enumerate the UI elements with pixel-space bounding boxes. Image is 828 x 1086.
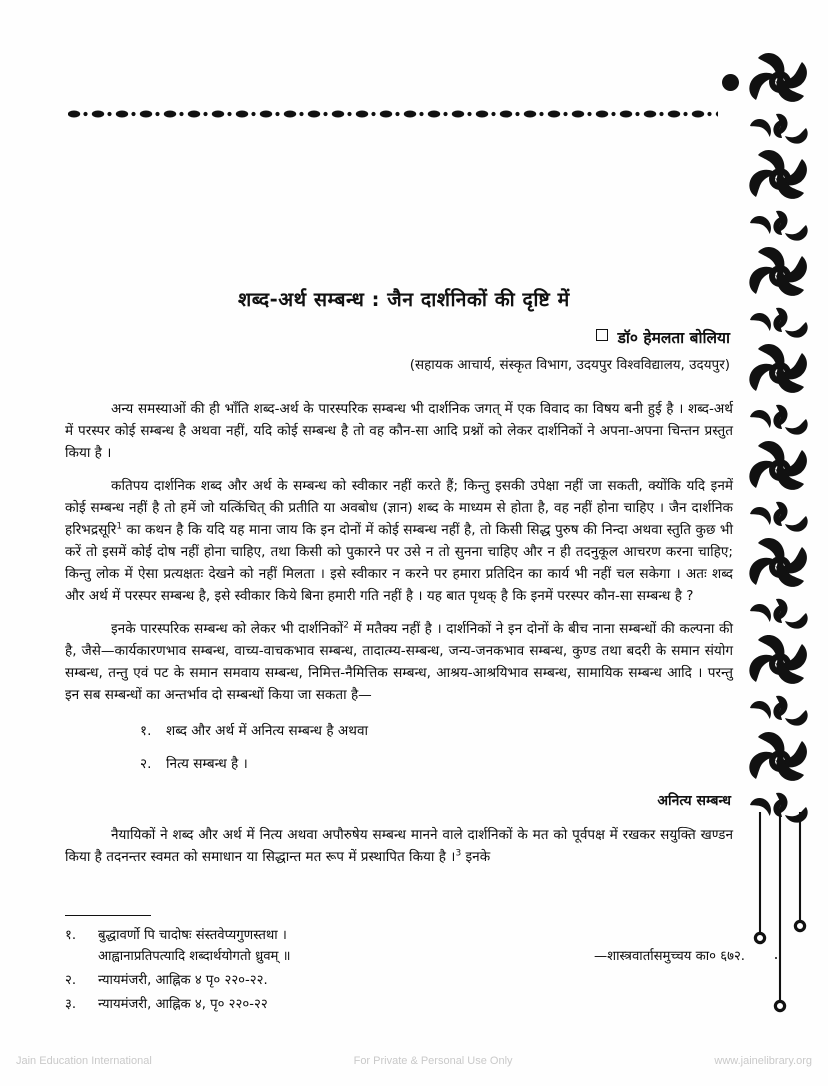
paragraph-2-head: कतिपय दार्शनिक शब्द और अर्थ के सम्बन्ध को स्वीकार नहीं करते हैं; किन्तु इसकी उपेक्षा नहीं जा सकती, क्योंकि यदि इनमें कोई सम्बन्ध नहीं है तो हमें जो यत्किंचित् की प्रतीति या अवबोध (ज्ञान) शब्द के माध्यम से होता है, वह नहीं होना चाहिए । जैन दार्शनिक हरिभद्रसूरि [65,478,733,538]
footnote-item [65,994,745,1015]
paragraph-4 [65,824,733,868]
author-affiliation: (सहायक आचार्य, संस्कृत विभाग, उदयपुर विश्वविद्यालय, उदयपुर) [409,357,730,373]
body-text-column [65,398,733,879]
footer-left: Jain Education International [16,1055,152,1067]
decorative-dot-icon [722,74,739,91]
paragraph-4-tail: इनके [461,849,491,865]
footnote-text: न्यायमंजरी, आह्निक ४, पृ० २२०-२२ [98,997,268,1012]
footnote-verse-row [98,925,745,946]
list-item-number: २. [140,756,152,772]
footnote-item [65,925,745,967]
footnote-text-2: आह्वानाप्रतिपत्यादि शब्दार्थयोगतो ध्रुवम् ॥ [98,949,291,964]
paragraph-3-tail: में मतैक्य नहीं है । दार्शनिकों ने इन दोनों के बीच नाना सम्बन्धों की कल्पना की है, जैसे—कार्यकारणभाव सम्बन्ध, वाच्य-वाचकभाव सम्बन्ध, तादात्म्य-सम्बन्ध, जन्य-जनकभाव सम्बन्ध, कुण्ड तथा बदरी के समान संयोग सम्बन्ध, तन्तु एवं पट के समान समवाय सम्बन्ध, निमित्त-नैमित्तिक सम्बन्ध, आश्रय-आश्रयिभाव सम्बन्ध, सामायिक सम्बन्ध आदि । परन्तु इन सब सम्बन्धों का अन्तर्भाव दो सम्बन्धों किया जा सकता है— [65,621,733,703]
paragraph-4-head: नैयायिकों ने शब्द और अर्थ में नित्य अथवा अपौरुषेय सम्बन्ध मानने वाले दार्शनिकों के मत को पूर्वपक्ष में रखकर सयुक्ति खण्डन किया है तदनन्तर स्वमत को समाधान या सिद्धान्त मत रूप में प्रस्थापित किया है । [65,827,733,865]
list-item-number: १. [140,723,152,739]
page-footer [0,1055,828,1067]
footnotes-section [65,925,745,1018]
list-item-label: नित्य सम्बन्ध है । [166,756,248,772]
footnote-text: बुद्धावर्णो पि चादोषः संस्तवेप्यगुणस्तथा । [98,928,287,943]
list-item-label: शब्द और अर्थ में अनित्य सम्बन्ध है अथवा [166,723,369,739]
author-name: डॉ० हेमलता बोलिया [617,329,730,347]
footnote-separator [65,915,151,916]
paragraph-3 [65,618,733,706]
footnote-citation: —शास्त्रवार्तासमुच्चय का० ६७२. [593,949,745,964]
paragraph-2-tail: का कथन है कि यदि यह माना जाय कि इन दोनों में कोई सम्बन्ध नहीं है, तो किसी सिद्ध पुरुष की निन्दा अथवा स्तुति कुछ भी करें तो इसमें कोई दोष नहीं होना चाहिए, तथा किसी को पुकारने पर उसे न तो सुनना चाहिए और न ही तदनुकूल आचरण करना चाहिए; किन्तु लोक में ऐसा प्रत्यक्षतः देखने को नहीं मिलता । इसे स्वीकार न करने पर हमारा प्रतिदिन का कार्य भी नहीं चल सकेगा । अतः शब्द और अर्थ में परस्पर सम्बन्ध है, इसे स्वीकार किये बिना हमारी गति नहीं है । यह बात पृथक् है कि इनमें परस्पर कौन-सा सम्बन्ध है ? [65,522,733,604]
footnote-number: २. [65,973,77,988]
square-bullet-icon [596,329,608,341]
list-item [140,753,733,775]
paisley-border-ornament [742,52,818,827]
footer-right: www.jainelibrary.org [714,1055,812,1067]
author-line [238,326,730,348]
footnote-ref-3: 3 [455,848,462,859]
numbered-list [65,720,733,775]
paragraph-3-head: इनके पारस्परिक सम्बन्ध को लेकर भी दार्शनिकों [111,621,344,637]
footnote-text: न्यायमंजरी, आह्निक ४ पृ० २२०-२२. [98,973,268,988]
footnote-ref-2: 2 [343,620,349,631]
footnote-number: ३. [65,997,77,1012]
footnote-verse-row-2 [98,946,745,967]
decorative-dotted-rule [68,108,718,120]
footnote-number: १. [65,928,77,943]
paragraph-2 [65,475,733,607]
list-item [140,720,733,742]
page-title: शब्द-अर्थ सम्बन्ध : जैन दार्शनिकों की दृष्टि में [238,288,570,311]
paragraph-1: अन्य समस्याओं की ही भाँति शब्द-अर्थ के पारस्परिक सम्बन्ध भी दार्शनिक जगत् में एक विवाद का विषय बनी हुई है । शब्द-अर्थ में परस्पर कोई सम्बन्ध है अथवा नहीं, यदि कोई सम्बन्ध है तो वह कौन-सा आदि प्रश्नों को लेकर दार्शनिकों ने अपना-अपना चिन्तन प्रस्तुत किया है । [65,401,733,461]
section-subheading: अनित्य सम्बन्ध [657,793,731,809]
footnote-ref-1: 1 [116,521,123,532]
footer-center: For Private & Personal Use Only [353,1055,513,1067]
footnote-item [65,970,745,991]
tassel-ornament [742,812,818,1042]
